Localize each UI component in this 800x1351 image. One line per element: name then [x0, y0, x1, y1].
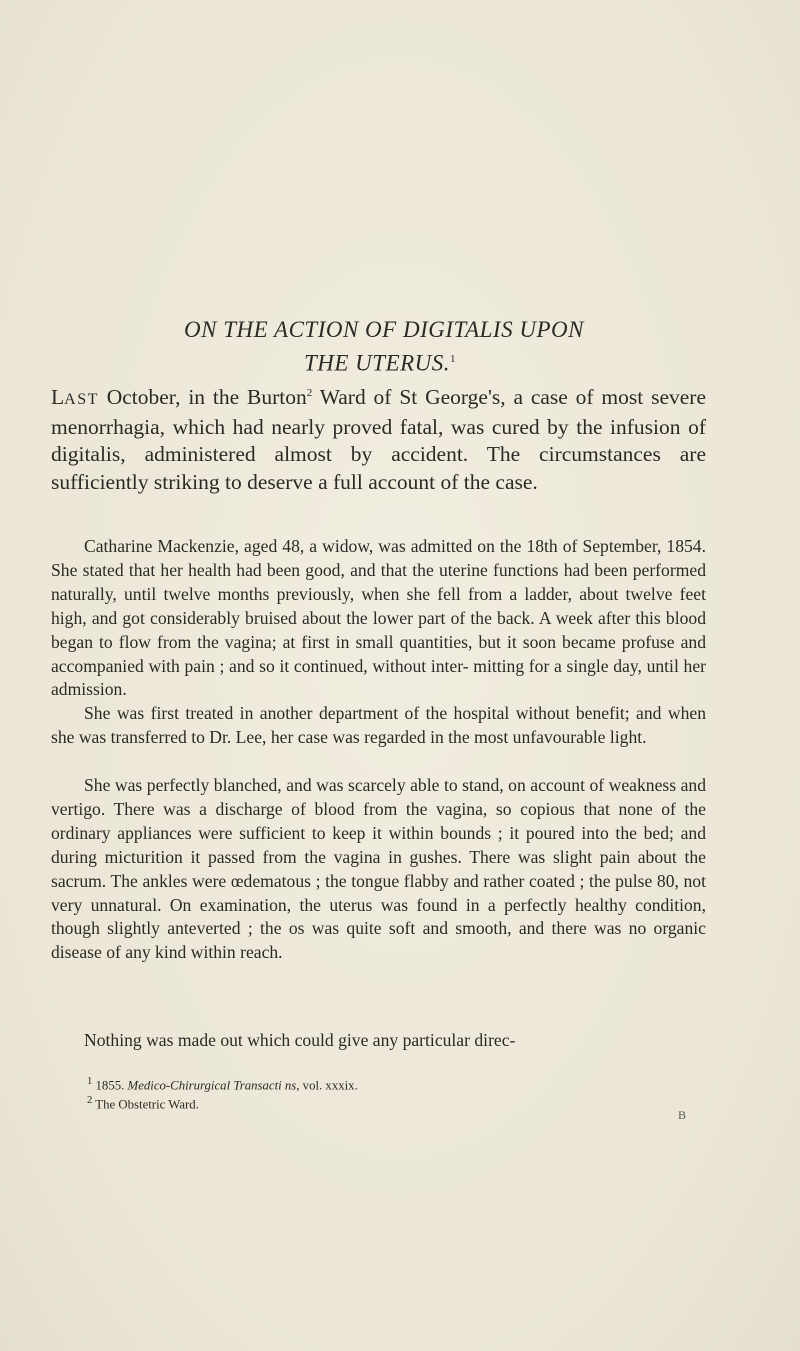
paragraph-text: She was first treated in another department of the hospital without benefit; and when she was transferred to Dr. Lee, her case was regarded in the most unfavourable light. — [51, 703, 706, 747]
footnote-2-text: The Obstetric Ward. — [95, 1097, 199, 1112]
intro-first-word-rest: AST — [64, 391, 99, 409]
article-title-line-2 — [60, 345, 700, 378]
signature-mark: B — [678, 1108, 687, 1122]
paragraph-text: Nothing was made out which could give any particular direc- — [84, 1030, 516, 1050]
intro-footnote-mark: 2 — [306, 387, 313, 399]
case-paragraph-3 — [51, 774, 706, 965]
paragraph-text: Catharine Mackenzie, aged 48, a widow, was admitted on the 18th of September, 1854. She stated that her health had been good, and that the uterine functions had been performed naturally, until twelve months previously, when she fell from a ladder, about twelve feet high, and got considerably bruised about the lower part of the back. A week after this blood began to flow from the vagina; at first in small quantities, but it soon became profuse and accompanied with pain ; and so it continued, without inter- mitting for a single day, until her admission. — [51, 536, 706, 700]
article-title-line-1 — [64, 316, 704, 344]
title-footnote-mark: 1 — [450, 353, 457, 365]
intro-text-after-mark: Ward of St George's, a case of most severe menorrhagia, which had nearly proved fatal, was cured by the infusion of digitalis, administered almost by accident. The circumstances are sufficiently striking to deserve a full account of the case. — [51, 385, 706, 494]
case-paragraph-1 — [51, 535, 706, 702]
title-line-2-text: THE UTERUS. — [303, 350, 451, 376]
footnotes — [87, 1074, 707, 1113]
footnote-1-journal: Medico-Chirurgical Transacti ns, — [127, 1078, 300, 1093]
paragraph-text: She was perfectly blanched, and was scarcely able to stand, on account of weakness and vertigo. There was a discharge of blood from the vagina, so copious that none of the ordinary appliances were sufficient to keep it within bounds ; it poured into the bed; and during micturition it passed from the vagina in gushes. There was slight pain about the sacrum. The ankles were œdematous ; the tongue flabby and rather coated ; the pulse 80, not very unnatural. On examination, the uterus was found in a perfectly healthy condition, though slightly anteverted ; the os was quite soft and smooth, and there was no organic disease of any kind within reach. — [51, 775, 706, 963]
intro-first-letter: L — [51, 385, 65, 410]
intro-paragraph — [51, 380, 706, 497]
footnote-2-mark: 2 — [87, 1095, 93, 1107]
footnote-2 — [87, 1093, 707, 1112]
title-line-1-text: ON THE ACTION OF DIGITALIS UPON — [184, 317, 584, 342]
footnote-1-mark: 1 — [87, 1076, 93, 1087]
footnote-1-volume: vol. xxxix. — [302, 1078, 358, 1093]
case-paragraph-2 — [51, 702, 706, 750]
intro-text-before-mark: October, in the Burton — [98, 385, 307, 410]
footnote-1-year: 1855. — [95, 1078, 125, 1093]
footnote-1 — [87, 1074, 707, 1093]
case-paragraph-4 — [51, 1029, 706, 1053]
